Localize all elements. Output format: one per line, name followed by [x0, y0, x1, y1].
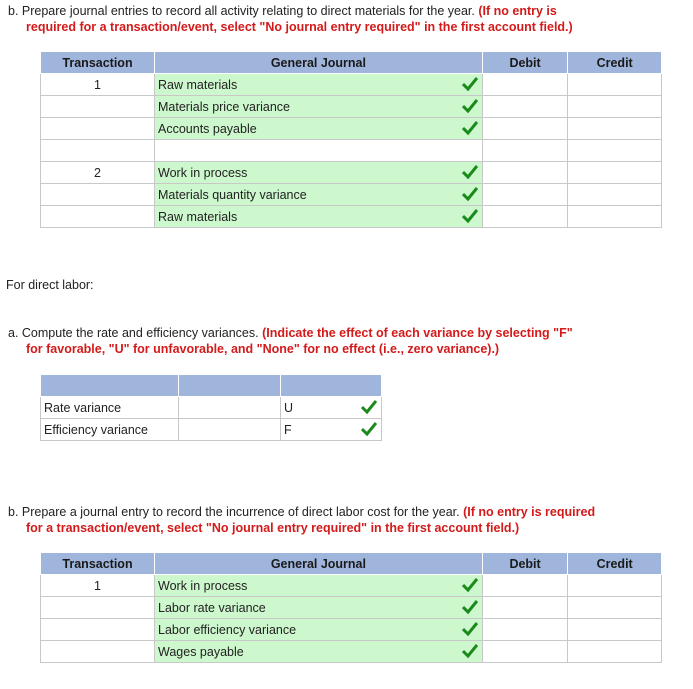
transaction-number — [41, 619, 155, 641]
transaction-number — [41, 118, 155, 140]
table-row — [41, 140, 662, 162]
account-select[interactable] — [155, 184, 483, 206]
account-name: Labor rate variance — [158, 600, 266, 615]
account-name: Raw materials — [158, 209, 238, 224]
transaction-number — [41, 96, 155, 118]
credit-input[interactable] — [568, 575, 662, 597]
table-row — [41, 619, 662, 641]
credit-input[interactable] — [568, 96, 662, 118]
credit-input[interactable] — [568, 184, 662, 206]
variance-amount-input[interactable] — [179, 419, 281, 441]
direct-labor-label: For direct labor: — [6, 278, 94, 292]
account-select[interactable] — [155, 597, 483, 619]
account-select[interactable] — [155, 118, 483, 140]
checkmark-icon — [462, 76, 478, 92]
effect-select[interactable] — [281, 419, 382, 441]
account-select[interactable] — [155, 74, 483, 96]
effect-select[interactable] — [281, 397, 382, 419]
transaction-number — [41, 184, 155, 206]
variance-amount-input[interactable] — [179, 397, 281, 419]
instruction-note-cont: for a transaction/event, select "No journal entry required" in the first account field.) — [26, 521, 520, 535]
table-row — [41, 184, 662, 206]
account-select[interactable] — [155, 96, 483, 118]
labor-journal-table — [40, 552, 662, 663]
instruction-text: b. Prepare a journal entry to record the incurrence of direct labor cost for the year. — [8, 505, 460, 519]
effect-value: F — [284, 422, 292, 437]
col-credit: Credit — [568, 52, 662, 74]
col-debit: Debit — [482, 52, 568, 74]
debit-input[interactable] — [482, 118, 568, 140]
debit-input[interactable] — [482, 184, 568, 206]
credit-input[interactable] — [568, 118, 662, 140]
debit-input[interactable] — [482, 206, 568, 228]
col-transaction: Transaction — [41, 553, 155, 575]
debit-input[interactable] — [482, 597, 568, 619]
effect-value: U — [284, 400, 294, 415]
checkmark-icon — [462, 120, 478, 136]
table-row — [41, 96, 662, 118]
account-name: Accounts payable — [158, 121, 257, 136]
account-select[interactable] — [155, 206, 483, 228]
header-cell — [281, 375, 382, 397]
header-cell — [179, 375, 281, 397]
account-select[interactable] — [155, 162, 483, 184]
debit-input[interactable] — [482, 96, 568, 118]
labor-journal-instructions — [8, 504, 688, 536]
account-name: Materials quantity variance — [158, 187, 307, 202]
table-row — [41, 641, 662, 663]
col-general-journal: General Journal — [155, 553, 483, 575]
checkmark-icon — [462, 164, 478, 180]
variance-label: Efficiency variance — [41, 419, 179, 441]
table-row — [41, 118, 662, 140]
table-row — [41, 575, 662, 597]
materials-journal-instructions — [8, 3, 688, 35]
account-select[interactable] — [155, 140, 483, 162]
instruction-note-cont: required for a transaction/event, select "No journal entry required" in the first account field.) — [26, 20, 573, 34]
transaction-number: 2 — [41, 162, 155, 184]
checkmark-icon — [361, 421, 377, 437]
checkmark-icon — [462, 208, 478, 224]
credit-input[interactable] — [568, 619, 662, 641]
variance-instructions — [8, 325, 688, 357]
instruction-note: (Indicate the effect of each variance by selecting "F" — [262, 326, 573, 340]
debit-input[interactable] — [482, 162, 568, 184]
transaction-number — [41, 597, 155, 619]
credit-input[interactable] — [568, 206, 662, 228]
debit-input[interactable] — [482, 575, 568, 597]
transaction-number — [41, 641, 155, 663]
table-row — [41, 419, 382, 441]
checkmark-icon — [462, 186, 478, 202]
transaction-number: 1 — [41, 74, 155, 96]
instruction-note: (If no entry is — [478, 4, 557, 18]
table-row — [41, 162, 662, 184]
credit-input[interactable] — [568, 162, 662, 184]
account-name: Wages payable — [158, 644, 244, 659]
credit-input[interactable] — [568, 597, 662, 619]
table-row — [41, 397, 382, 419]
table-row — [41, 74, 662, 96]
instruction-text: b. Prepare journal entries to record all activity relating to direct materials for the year. — [8, 4, 475, 18]
checkmark-icon — [462, 98, 478, 114]
debit-input[interactable] — [482, 74, 568, 96]
checkmark-icon — [462, 643, 478, 659]
checkmark-icon — [462, 577, 478, 593]
account-name: Materials price variance — [158, 99, 291, 114]
debit-input[interactable] — [482, 140, 568, 162]
account-name: Raw materials — [158, 77, 238, 92]
credit-input[interactable] — [568, 140, 662, 162]
checkmark-icon — [361, 399, 377, 415]
checkmark-icon — [462, 599, 478, 615]
account-select[interactable] — [155, 619, 483, 641]
debit-input[interactable] — [482, 641, 568, 663]
variance-table — [40, 374, 382, 441]
col-general-journal: General Journal — [155, 52, 483, 74]
transaction-number: 1 — [41, 575, 155, 597]
table-row — [41, 206, 662, 228]
account-name: Labor efficiency variance — [158, 622, 297, 637]
variance-label: Rate variance — [41, 397, 179, 419]
table-row — [41, 597, 662, 619]
account-name: Work in process — [158, 578, 248, 593]
debit-input[interactable] — [482, 619, 568, 641]
materials-journal-table — [40, 51, 662, 228]
account-name: Work in process — [158, 165, 248, 180]
header-cell — [41, 375, 179, 397]
instruction-note: (If no entry is required — [463, 505, 596, 519]
account-select[interactable] — [155, 641, 483, 663]
account-select[interactable] — [155, 575, 483, 597]
col-transaction: Transaction — [41, 52, 155, 74]
transaction-number — [41, 140, 155, 162]
instruction-text: a. Compute the rate and efficiency variances. — [8, 326, 259, 340]
col-credit: Credit — [568, 553, 662, 575]
col-debit: Debit — [482, 553, 568, 575]
transaction-number — [41, 206, 155, 228]
checkmark-icon — [462, 621, 478, 637]
instruction-note-cont: for favorable, "U" for unfavorable, and "None" for no effect (i.e., zero variance).) — [26, 342, 500, 356]
credit-input[interactable] — [568, 74, 662, 96]
credit-input[interactable] — [568, 641, 662, 663]
